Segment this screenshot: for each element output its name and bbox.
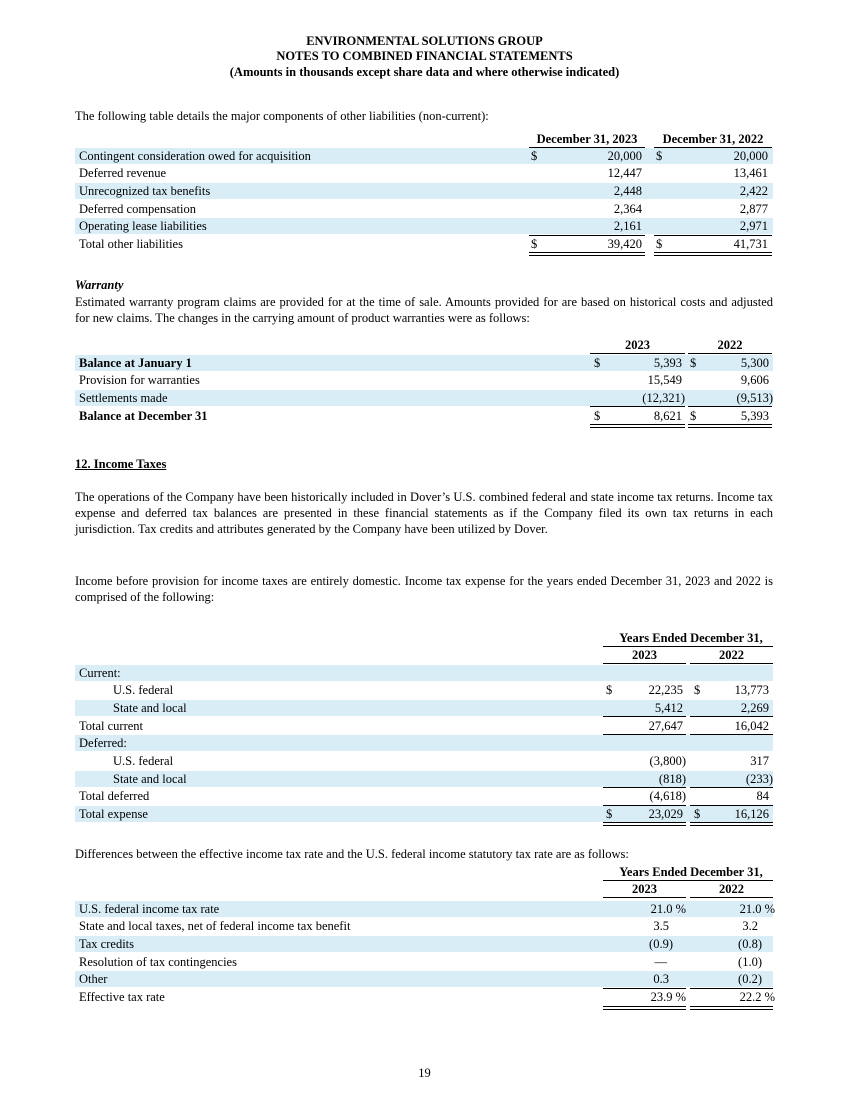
subtotal-line [690, 716, 773, 717]
value-2022: (1.0) [738, 955, 762, 969]
value-2022: 13,773 [734, 683, 769, 697]
subtotal-line [688, 406, 772, 407]
total-double-line [603, 822, 686, 826]
value-2023: 23.9 % [650, 990, 686, 1004]
value-2022: 13,461 [733, 166, 768, 180]
page-title: NOTES TO COMBINED FINANCIAL STATEMENTS [276, 49, 573, 63]
value-2022: 2,971 [739, 219, 768, 233]
value-2023: 22,235 [648, 683, 683, 697]
row-label: Deferred revenue [79, 166, 167, 180]
warranty-heading: Warranty [75, 278, 124, 292]
value-2023: 2,448 [613, 184, 642, 198]
value-2023: (818) [658, 772, 686, 786]
value-2022: 84 [756, 789, 769, 803]
col-underline [603, 897, 686, 898]
currency-symbol: $ [656, 237, 663, 251]
row-label: Balance at January 1 [79, 356, 192, 370]
row-label: Total expense [79, 807, 148, 821]
value-2022: 5,300 [740, 356, 769, 370]
row-label: Total other liabilities [79, 237, 183, 251]
currency-symbol: $ [594, 356, 601, 370]
value-2023: 0.3 [653, 972, 669, 986]
row-label: Operating lease liabilities [79, 219, 207, 233]
currency-symbol: $ [531, 237, 538, 251]
currency-symbol: $ [694, 807, 701, 821]
row-label: Effective tax rate [79, 990, 165, 1004]
currency-symbol: $ [594, 409, 601, 423]
row-label: Unrecognized tax benefits [79, 184, 211, 198]
row-label: Resolution of tax contingencies [79, 955, 237, 969]
tax-rate-intro: Differences between the effective income tax rate and the U.S. federal income statutory tax rate are as follows: [75, 847, 629, 861]
total-double-line [690, 822, 773, 826]
total-double-line [529, 252, 645, 256]
total-double-line [654, 252, 772, 256]
row-label: Contingent consideration owed for acquisition [79, 149, 311, 163]
row-label: Total current [79, 719, 144, 733]
value-2022: 2,422 [739, 184, 768, 198]
value-2023: 21.0 % [650, 902, 686, 916]
row-label: U.S. federal [113, 683, 174, 697]
subtotal-line [690, 734, 773, 735]
total-double-line [603, 1006, 686, 1010]
row-band [75, 735, 773, 751]
col-header-2022: 2022 [719, 648, 744, 662]
value-2023: 5,412 [654, 701, 683, 715]
currency-symbol: $ [656, 149, 663, 163]
value-2022: 9,606 [740, 373, 769, 387]
value-2022: 41,731 [733, 237, 768, 251]
warranty-paragraph: Estimated warranty program claims are provided for at the time of sale. Amounts provided for are based on historical costs and adjusted for new claims. The changes in the carrying amount of product warranties were as follows: [75, 295, 773, 325]
value-2022: (0.8) [738, 937, 762, 951]
value-2023: 8,621 [653, 409, 682, 423]
value-2023: (3,800) [649, 754, 686, 768]
other-liabilities-intro: The following table details the major components of other liabilities (non-current): [75, 109, 489, 123]
value-2023: (12,321) [642, 391, 685, 405]
row-band [75, 665, 773, 681]
currency-symbol: $ [690, 356, 697, 370]
value-2023: (4,618) [649, 789, 686, 803]
value-2023: 39,420 [607, 237, 642, 251]
col-header-2023: 2023 [625, 338, 650, 352]
currency-symbol: $ [606, 807, 613, 821]
row-label: Settlements made [79, 391, 168, 405]
row-label: Balance at December 31 [79, 409, 208, 423]
value-2022: 3.2 [742, 919, 758, 933]
col-underline [590, 353, 685, 354]
subtotal-line [590, 406, 685, 407]
col-underline [690, 663, 773, 664]
value-2023: 23,029 [648, 807, 683, 821]
col-underline [690, 897, 773, 898]
currency-symbol: $ [694, 683, 701, 697]
row-label: Total deferred [79, 789, 150, 803]
span-header: Years Ended December 31, [619, 865, 763, 879]
value-2022: 20,000 [733, 149, 768, 163]
page-subtitle: (Amounts in thousands except share data and where otherwise indicated) [229, 65, 620, 79]
col-underline [688, 353, 772, 354]
page-number: 19 [418, 1066, 431, 1080]
row-label: Other [79, 972, 108, 986]
total-double-line [590, 424, 685, 428]
value-2023: 27,647 [648, 719, 683, 733]
section-heading: 12. Income Taxes [75, 457, 167, 471]
value-2023: 2,364 [613, 202, 642, 216]
value-2023: 20,000 [607, 149, 642, 163]
income-taxes-intro: Income before provision for income taxes are entirely domestic. Income tax expense for the years ended December 31, 2023 and 2022 is comprised of the following: [75, 574, 773, 604]
subtotal-line [603, 716, 686, 717]
value-2022: 16,042 [734, 719, 769, 733]
row-label: Deferred: [79, 736, 127, 750]
value-2022: 22.2 % [739, 990, 775, 1004]
currency-symbol: $ [531, 149, 538, 163]
value-2022: (233) [745, 772, 773, 786]
value-2022: 317 [750, 754, 769, 768]
row-label: U.S. federal income tax rate [79, 902, 220, 916]
value-2023: 12,447 [607, 166, 642, 180]
value-2023: 15,549 [647, 373, 682, 387]
value-2022: 2,877 [739, 202, 768, 216]
col-header-2022: December 31, 2022 [662, 132, 764, 146]
col-header-2022: 2022 [719, 882, 744, 896]
row-label: Deferred compensation [79, 202, 196, 216]
subtotal-line [603, 734, 686, 735]
col-header-2022: 2022 [717, 338, 743, 352]
total-double-line [688, 424, 772, 428]
value-2022: 2,269 [740, 701, 769, 715]
row-label: Tax credits [79, 937, 135, 951]
income-taxes-paragraph: The operations of the Company have been historically included in Dover’s U.S. combined federal and state income tax returns. Income tax expense and deferred tax balances are presented in these financial statements as if the Company filed its own tax returns in each jurisdiction. Tax credits and attributes generated by the Company have been utilized by Dover. [75, 490, 773, 536]
value-2023: (0.9) [649, 937, 673, 951]
col-header-2023: 2023 [632, 648, 657, 662]
value-2022: (0.2) [738, 972, 762, 986]
value-2023: 5,393 [653, 356, 682, 370]
total-double-line [690, 1006, 773, 1010]
col-underline [603, 663, 686, 664]
value-2022: (9,513) [736, 391, 773, 405]
value-2022: 21.0 % [739, 902, 775, 916]
span-header: Years Ended December 31, [619, 631, 763, 645]
row-label: State and local taxes, net of federal income tax benefit [79, 919, 351, 933]
company-name: ENVIRONMENTAL SOLUTIONS GROUP [306, 34, 543, 48]
col-header-2023: 2023 [632, 882, 657, 896]
row-label: State and local [113, 701, 187, 715]
value-2023: — [654, 955, 667, 969]
row-label: U.S. federal [113, 754, 174, 768]
value-2023: 2,161 [613, 219, 642, 233]
row-label: State and local [113, 772, 187, 786]
currency-symbol: $ [690, 409, 697, 423]
value-2023: 3.5 [653, 919, 669, 933]
value-2022: 16,126 [734, 807, 769, 821]
row-label: Provision for warranties [79, 373, 200, 387]
row-label: Current: [79, 666, 121, 680]
value-2022: 5,393 [740, 409, 769, 423]
col-header-2023: December 31, 2023 [536, 132, 638, 146]
currency-symbol: $ [606, 683, 613, 697]
